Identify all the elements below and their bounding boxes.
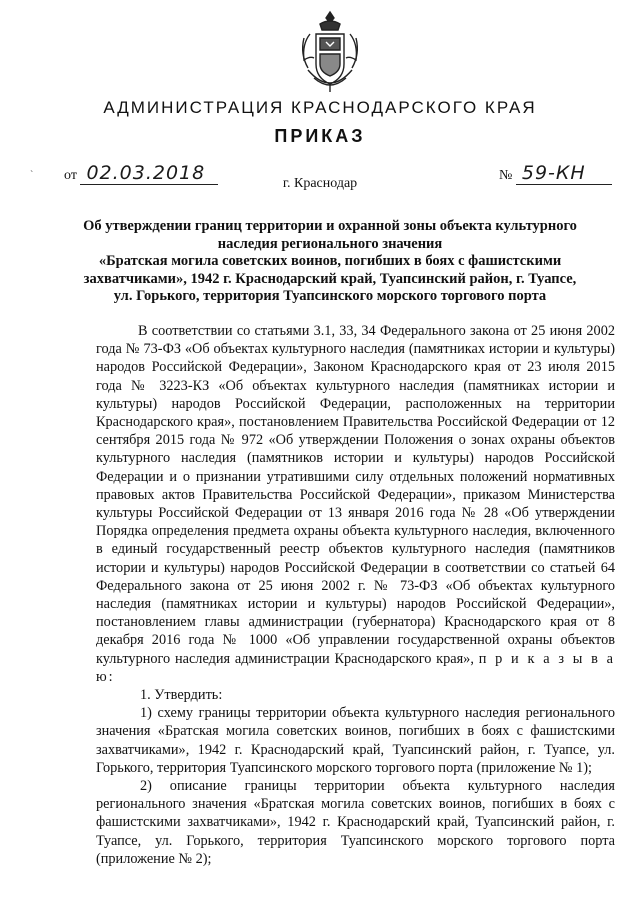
margin-mark: ` xyxy=(30,170,34,181)
preamble-paragraph xyxy=(96,322,615,686)
order-word: п р и к а з ы в а ю: xyxy=(96,650,615,685)
title-line: Об утверждении границ территории и охранной зоны объекта культурного xyxy=(83,218,577,234)
coat-of-arms-icon xyxy=(296,8,364,96)
document-title xyxy=(80,218,580,306)
document-type: ПРИКАЗ xyxy=(274,126,366,146)
title-line: наследия регионального значения xyxy=(217,235,443,252)
city: г. Краснодар xyxy=(282,176,358,191)
document-body xyxy=(96,322,615,868)
subpoint-2: 2) описание границы территории объекта культурного наследия регионального значения «Братская могила советских воинов, погибших в боях с фашистскими захватчиками», 1942 г. Краснодарский край, Туапсинский район, г. Туапсе, ул. Горького, территория Туапсинского морского торгового порта (приложение № 2); xyxy=(96,778,615,867)
organization-name: АДМИНИСТРАЦИЯ КРАСНОДАРСКОГО КРАЯ xyxy=(103,98,537,117)
preamble-text: В соответствии со статьями 3.1, 33, 34 Федерального закона от 25 июня 2002 года № 73-ФЗ «Об объектах культурного наследия (памятниках истории и культуры) народов Российской Федерации», Законом Краснодарского края от 23 июля 2015 года № 3223-КЗ «Об объектах культурного наследия (памятниках истории и культуры) народов Российской Федерации, расположенных на территории Краснодарского края», постановлением Правительства Российской Федерации от 12 сентября 2015 года № 972 «Об утверждении Положения о зонах охраны объектов культурного наследия (памятников истории и культуры) народов Российской Федерации и о признании утратившими силу отдельных положений нормативных правовых актов Правительства Российской Федерации», приказом Министерства культуры Российской Федерации от 13 января 2016 года № 28 «Об утверждении Порядка определения предмета охраны объекта культурного наследия, включенного в единый государственный реестр объектов культурного наследия (памятников истории и культуры) народов Российской Федерации в соответствии со статьей 64 Федерального закона от 25 июня 2002 г. № 73-ФЗ «Об объектах культурного наследия (памятниках истории и культуры) народов Российской Федерации», постановлением главы администрации (губернатора) Краснодарского края от 8 декабря 2016 года № 1000 «Об управлении государственной охраны объектов культурного наследия администрации Краснодарского края», xyxy=(96,323,615,667)
number-prefix: № xyxy=(499,168,513,183)
title-line: «Братская могила советских воинов, погибших в боях с фашистскими xyxy=(98,253,562,269)
handwritten-date: 02.03.2018 xyxy=(80,162,218,185)
title-line: захватчиками», 1942 г. Краснодарский край, Туапсинский район, г. Туапсе, xyxy=(83,270,577,287)
point-1: 1. Утвердить: xyxy=(140,687,223,704)
title-line: ул. Горького, территория Туапсинского морского торгового порта xyxy=(113,288,547,304)
date-prefix: от xyxy=(64,168,77,183)
subpoint-1: 1) схему границы территории объекта культурного наследия регионального значения «Братская могила советских воинов, погибших в боях с фашистскими захватчиками», 1942 г. Краснодарский край, Туапсинский район, г. Туапсе, ул. Горького, территория Туапсинского морского торгового порта (приложение № 1); xyxy=(96,705,615,776)
handwritten-number: 59-КН xyxy=(516,162,612,185)
